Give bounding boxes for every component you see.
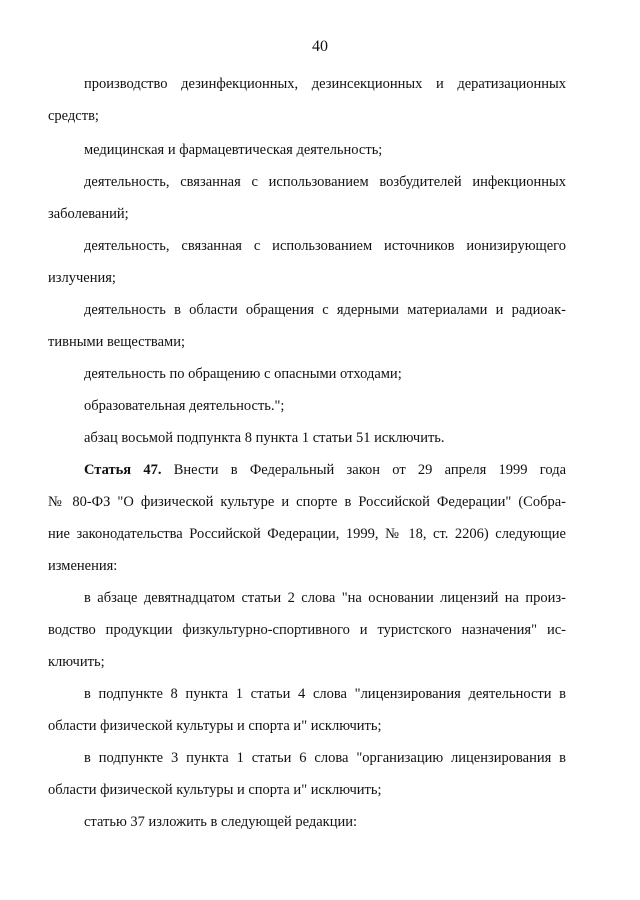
text-line: деятельность, связанная с использованием возбудителей инфекционных — [84, 174, 566, 190]
text-line: водство продукции физкультурно-спортивного и туристского назначения" ис- — [48, 622, 566, 638]
text-line: в подпункте 3 пункта 1 статьи 6 слова "организацию лицензирования в — [84, 750, 566, 766]
text-line: деятельность в области обращения с ядерными материалами и радиоак- — [84, 302, 566, 318]
article-text: Внести в Федеральный закон от 29 апреля 1999 года — [173, 462, 567, 478]
text-line: образовательная деятельность."; — [84, 398, 285, 414]
text-line: области физической культуры и спорта и" исключить; — [48, 782, 382, 798]
text-line: статью 37 изложить в следующей редакции: — [84, 814, 358, 830]
text-line: ние законодательства Российской Федерации, 1999, № 18, ст. 2206) следующие — [48, 526, 566, 542]
page-number: 40 — [312, 38, 328, 55]
article-heading-line — [84, 462, 566, 479]
text-line: производство дезинфекционных, дезинсекционных и дератизационных — [84, 76, 566, 92]
text-line: средств; — [48, 108, 99, 124]
text-line: тивными веществами; — [48, 334, 185, 350]
text-line: деятельность по обращению с опасными отходами; — [84, 366, 402, 382]
text-line: № 80-ФЗ "О физической культуре и спорте в Российской Федерации" (Собра- — [48, 494, 566, 510]
text-line: заболеваний; — [48, 206, 129, 222]
text-line: в абзаце девятнадцатом статьи 2 слова "на основании лицензий на произ- — [84, 590, 566, 606]
text-line: ключить; — [48, 654, 105, 670]
text-line: в подпункте 8 пункта 1 статьи 4 слова "лицензирования деятельности в — [84, 686, 566, 702]
article-number: Статья 47. — [84, 462, 162, 478]
text-line: медицинская и фармацевтическая деятельность; — [84, 142, 383, 158]
text-line: области физической культуры и спорта и" исключить; — [48, 718, 382, 734]
text-line: деятельность, связанная с использованием источников ионизирующего — [84, 238, 566, 254]
text-line: излучения; — [48, 270, 116, 286]
text-line: изменения: — [48, 558, 118, 574]
text-line: абзац восьмой подпункта 8 пункта 1 статьи 51 исключить. — [84, 430, 445, 446]
